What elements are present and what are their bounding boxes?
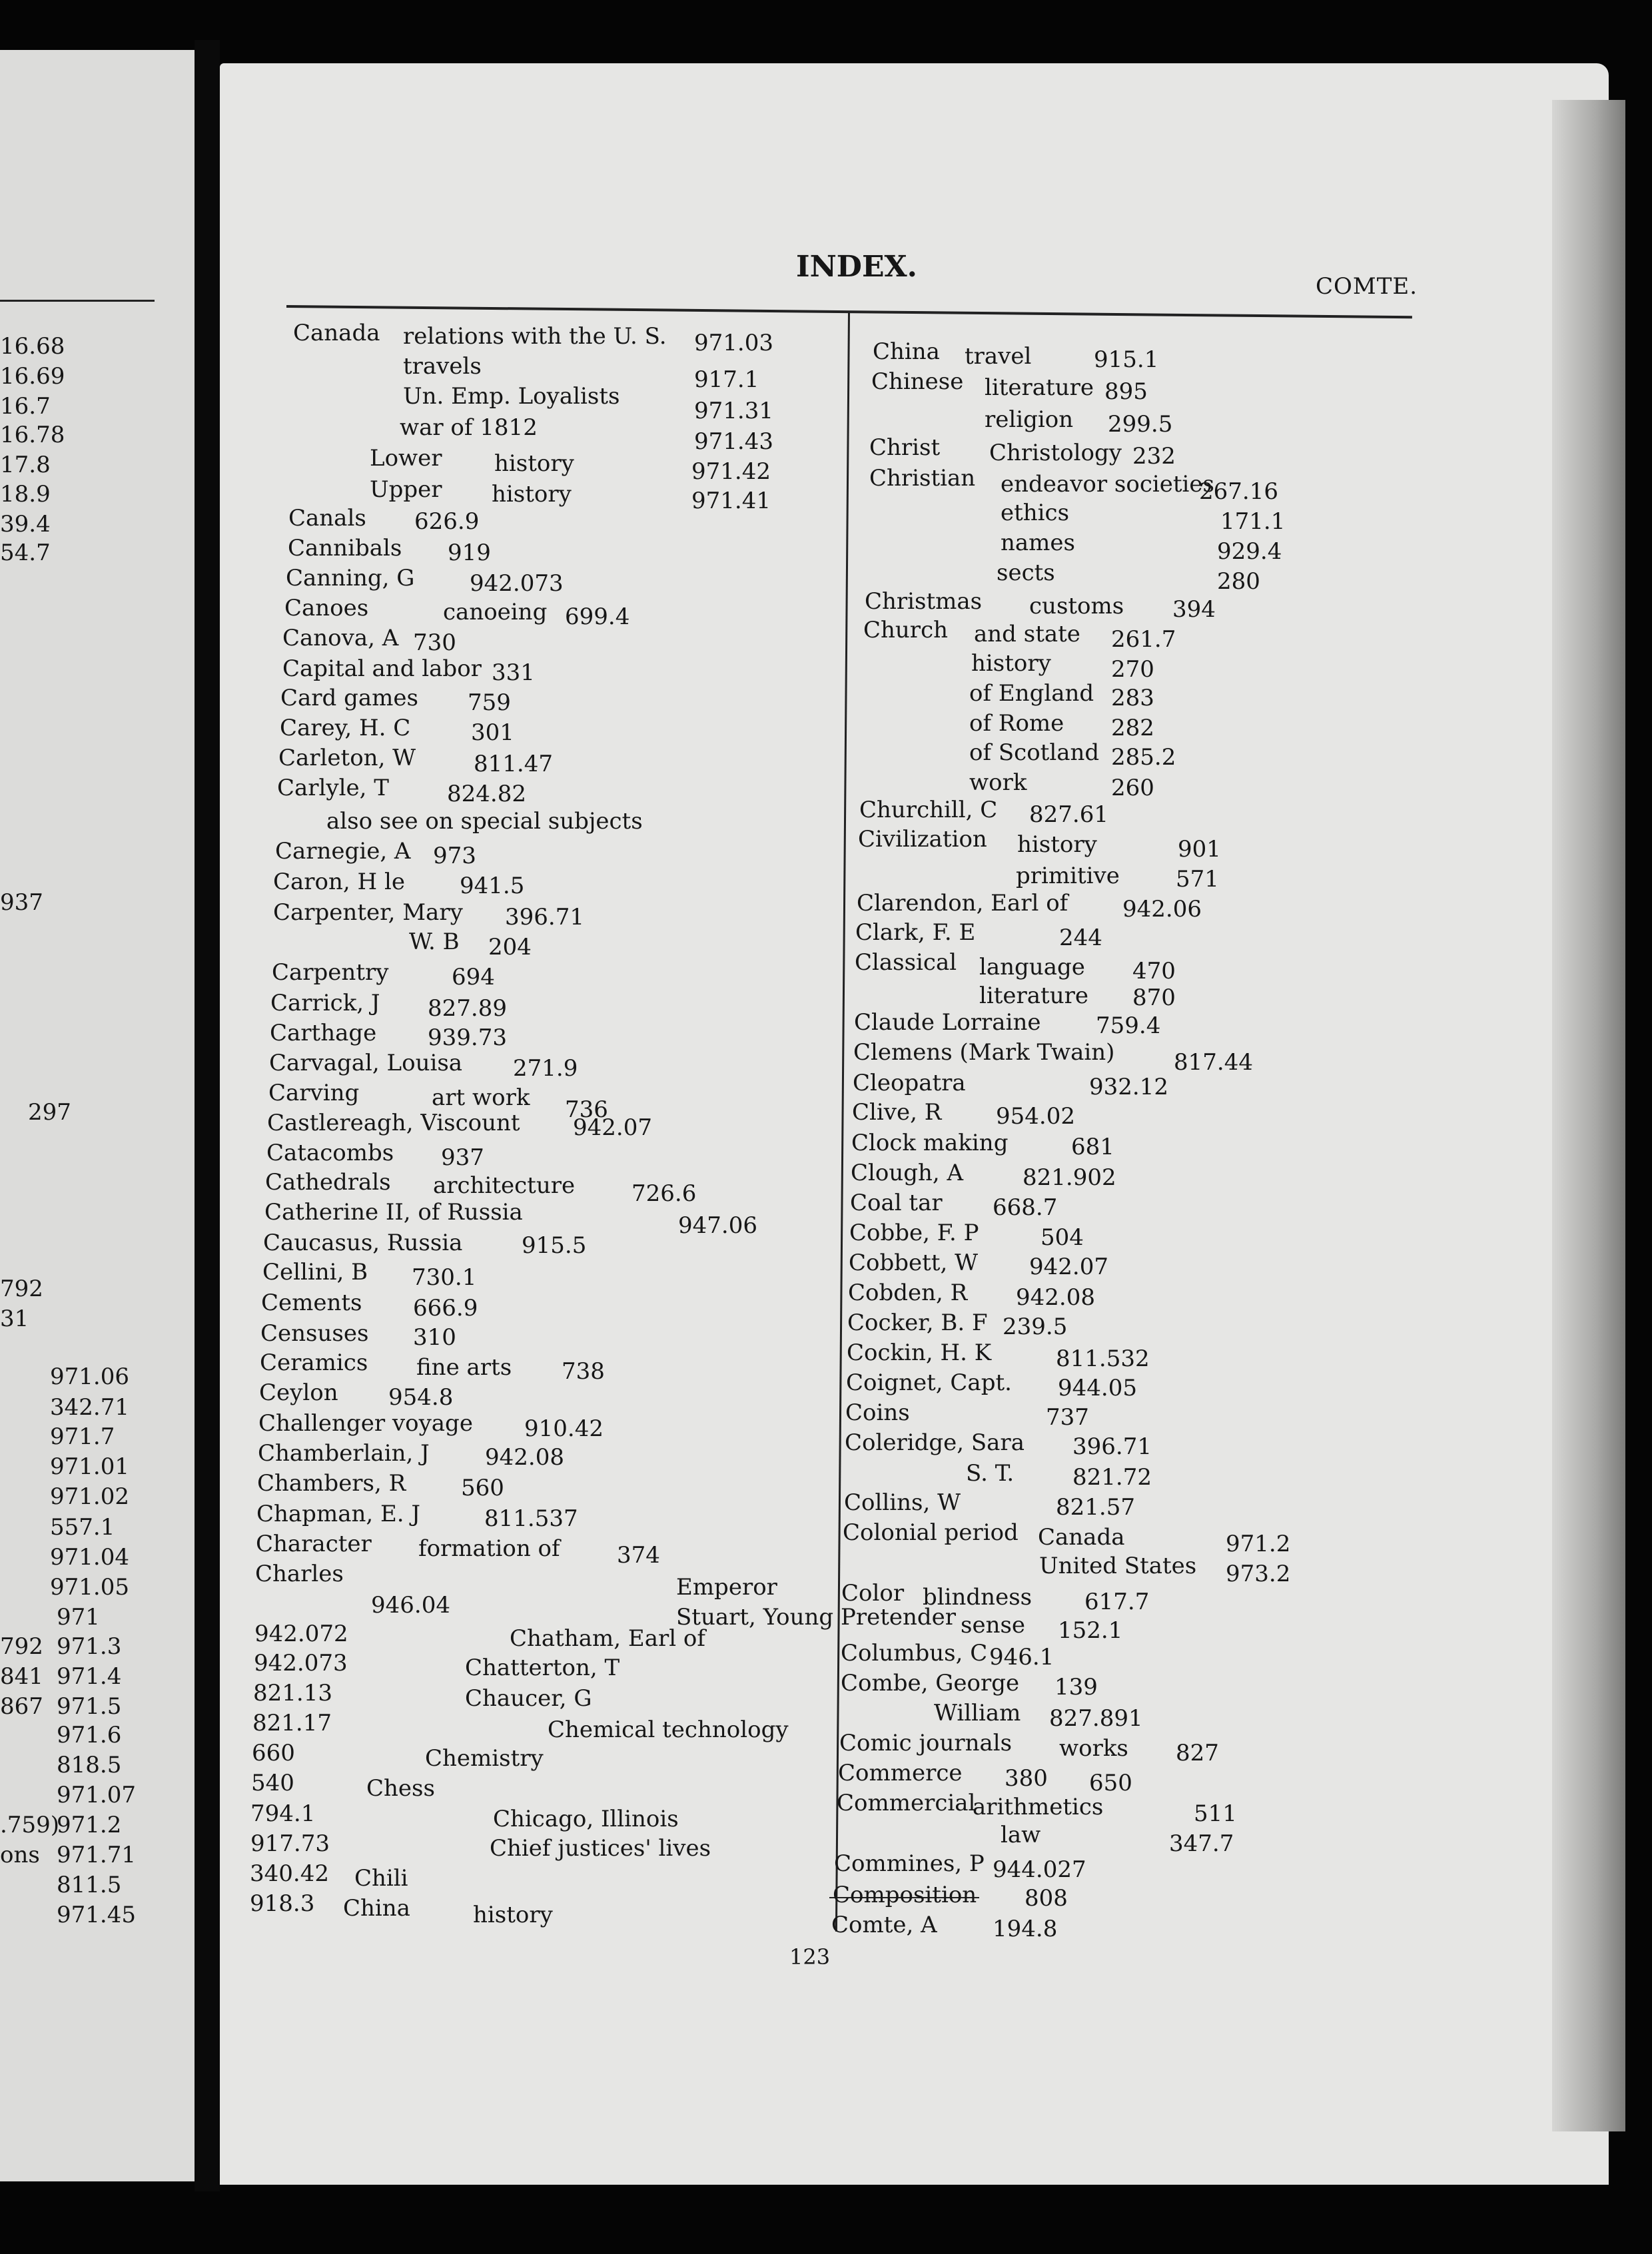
col1-text: Carnegie, A — [275, 838, 411, 865]
left-fragment: 841 — [0, 1663, 43, 1690]
col2-text: Colonial period — [843, 1519, 1019, 1546]
left-fragment: 792 — [0, 1276, 43, 1302]
col1-text: 694 — [452, 964, 495, 990]
col2-text: Coins — [845, 1399, 910, 1426]
col1-text: 301 — [471, 719, 514, 746]
col2-text: sects — [997, 560, 1055, 586]
col2-text: Canada — [1038, 1524, 1125, 1551]
left-fragment: 39.4 — [0, 511, 51, 538]
col2-text: customs — [1029, 593, 1124, 619]
index-title: INDEX. — [796, 250, 917, 284]
col1-text: 971.41 — [691, 488, 771, 514]
col1-text: 910.42 — [524, 1415, 604, 1442]
col1-text: history — [494, 450, 574, 477]
left-fragment: 54.7 — [0, 540, 51, 566]
col1-text: Chapman, E. J — [256, 1501, 421, 1527]
col2-text: law — [1001, 1822, 1041, 1848]
col2-text: Coignet, Capt. — [846, 1369, 1012, 1396]
col2-text: ethics — [1001, 500, 1070, 526]
col2-text: 971.2 — [1226, 1531, 1291, 1557]
col2-text: 932.12 — [1089, 1074, 1168, 1100]
col1-text: 560 — [461, 1475, 504, 1501]
col1-text: Un. Emp. Loyalists — [403, 383, 620, 410]
col2-text: 817.44 — [1174, 1049, 1253, 1076]
col1-text: fine arts — [416, 1354, 512, 1381]
col2-text: Collins, W — [844, 1489, 961, 1516]
col2-text: Commercial — [837, 1790, 976, 1816]
col1-text: 917.1 — [694, 366, 759, 393]
left-fragment: 16.68 — [0, 333, 65, 360]
col2-text: Cleopatra — [853, 1070, 966, 1096]
col1-text: 204 — [488, 934, 532, 960]
col2-text: 827 — [1176, 1740, 1219, 1766]
col2-text: literature — [985, 374, 1094, 401]
col2-text: 283 — [1111, 685, 1154, 711]
col1-text: 396.71 — [505, 904, 584, 931]
col1-text: also see on special subjects — [326, 808, 643, 835]
col1-text: 971.43 — [694, 428, 773, 455]
col2-text: Christ — [869, 434, 941, 461]
left-fragment: 971.06 — [50, 1363, 129, 1390]
col2-text: religion — [985, 406, 1074, 433]
col1-text: Chamberlain, J — [258, 1440, 430, 1467]
running-head: COMTE. — [1316, 273, 1418, 300]
col1-text: 942.072 — [254, 1621, 348, 1647]
left-fragment: 971.02 — [50, 1483, 129, 1510]
left-fragment: 971.71 — [57, 1842, 136, 1868]
col1-text: Catherine II, of Russia — [264, 1199, 523, 1226]
col2-text: sense — [961, 1612, 1026, 1639]
col2-text: travel — [965, 343, 1032, 370]
left-fragment: 971.3 — [57, 1633, 122, 1660]
col2-text: literature — [979, 982, 1088, 1009]
left-fragment: 17.8 — [0, 452, 51, 478]
left-fragment: 16.7 — [0, 393, 51, 420]
left-fragment: 811.5 — [57, 1872, 122, 1898]
col1-text: 941.5 — [460, 873, 525, 899]
col1-text: 699.4 — [565, 603, 630, 630]
col1-text: 971.31 — [694, 398, 773, 424]
col1-text: Carlyle, T — [277, 775, 389, 801]
left-fragment: 971.05 — [50, 1574, 129, 1601]
col2-text: Clarendon, Earl of — [857, 890, 1068, 917]
col2-text: 944.027 — [993, 1856, 1086, 1883]
col2-text: Christology — [989, 440, 1122, 466]
left-fragment: 971.01 — [50, 1453, 129, 1480]
col2-text: 915.1 — [1094, 346, 1159, 373]
col2-text: works — [1059, 1735, 1128, 1762]
left-fragment: .759) — [0, 1812, 59, 1838]
col1-text: 939.73 — [428, 1024, 507, 1051]
col1-text: Character — [256, 1531, 372, 1557]
left-fragment: 971.07 — [57, 1782, 136, 1808]
col1-text: 660 — [252, 1740, 295, 1766]
col2-text: 737 — [1046, 1404, 1089, 1431]
left-fragment: 971.4 — [57, 1663, 122, 1690]
col1-text: 942.073 — [470, 570, 564, 597]
col2-text: 280 — [1217, 568, 1260, 595]
left-fragment: 818.5 — [57, 1752, 122, 1778]
col1-text: 915.5 — [522, 1232, 587, 1259]
col1-text: canoeing — [443, 599, 548, 625]
col1-text: 331 — [492, 659, 535, 686]
col2-text: primitive — [1016, 863, 1120, 889]
left-fragment: 792 — [0, 1633, 43, 1660]
col1-text: Chaucer, G — [465, 1685, 592, 1712]
col1-text: art work — [432, 1084, 530, 1111]
col2-text: Clough, A — [851, 1160, 964, 1186]
col1-text: 794.1 — [250, 1800, 316, 1827]
col2-text: 285.2 — [1111, 744, 1176, 771]
col1-text: 821.17 — [252, 1710, 332, 1736]
col1-text: 918.3 — [250, 1890, 315, 1917]
col2-text: 267.16 — [1199, 478, 1278, 505]
col1-text: Carey, H. C — [280, 715, 411, 741]
col2-text: 827.61 — [1029, 801, 1108, 828]
col1-text: history — [473, 1902, 553, 1928]
col1-text: 919 — [448, 540, 491, 566]
col1-text: Cements — [261, 1290, 362, 1316]
col1-text: 917.73 — [250, 1830, 330, 1857]
col2-text: 821.72 — [1072, 1464, 1152, 1491]
col1-text: Canning, G — [286, 565, 415, 591]
left-fragment: 971.04 — [50, 1544, 129, 1571]
col1-text: 738 — [562, 1358, 605, 1385]
col1-text: Ceylon — [259, 1379, 338, 1406]
col2-text: of Rome — [969, 710, 1064, 737]
left-fragment: 297 — [28, 1099, 71, 1126]
col1-text: Carpentry — [272, 959, 389, 986]
col2-text: 759.4 — [1096, 1012, 1161, 1039]
left-fragment: 342.71 — [50, 1394, 129, 1421]
col1-text: 540 — [251, 1770, 294, 1796]
col1-text: 730.1 — [412, 1264, 477, 1291]
col1-text: Lower — [370, 445, 442, 472]
col1-text: 946.04 — [371, 1592, 450, 1619]
col1-text: Censuses — [260, 1320, 369, 1347]
col2-text: 681 — [1071, 1134, 1114, 1160]
left-fragment: 867 — [0, 1693, 43, 1720]
col2-text: 299.5 — [1108, 411, 1173, 438]
col2-text: names — [1001, 530, 1075, 556]
col2-text: Claude Lorraine — [854, 1009, 1041, 1036]
col1-text: Canoes — [284, 595, 369, 621]
col1-text: Carpenter, Mary — [273, 899, 463, 926]
col2-text: Churchill, C — [859, 797, 998, 823]
col1-text: 626.9 — [414, 508, 480, 535]
left-fragment: 971.6 — [57, 1722, 122, 1748]
col1-text: Ceramics — [260, 1349, 368, 1376]
col1-text: Caron, H le — [273, 869, 405, 895]
col2-text: arithmetics — [973, 1794, 1104, 1820]
col1-text: Upper — [370, 476, 442, 503]
left-fragment: 971.45 — [57, 1902, 136, 1928]
col2-text: 270 — [1111, 656, 1154, 683]
col1-text: 942.08 — [485, 1444, 564, 1471]
col2-text: 232 — [1132, 443, 1176, 470]
col1-text: 937 — [441, 1144, 484, 1171]
col2-text: Coal tar — [850, 1190, 943, 1216]
col1-text: Charles — [255, 1561, 344, 1587]
col1-text: 736 — [565, 1096, 608, 1123]
col1-text: Chatham, Earl of — [510, 1625, 705, 1652]
col2-text: 244 — [1059, 925, 1102, 951]
col1-text: Stuart, Young Pretender — [676, 1604, 957, 1631]
col2-text: endeavor societies — [1001, 471, 1214, 498]
col1-text: 759 — [468, 689, 511, 716]
col1-text: war of 1812 — [400, 414, 538, 441]
col2-text: Christian — [869, 465, 976, 492]
col2-text: Composition — [833, 1882, 977, 1908]
col2-text: William — [934, 1700, 1021, 1726]
col2-text: 901 — [1178, 836, 1221, 863]
left-fragment: 937 — [0, 889, 43, 916]
col2-text: history — [1017, 831, 1097, 858]
col1-text: 971.42 — [691, 458, 771, 485]
col2-text: China — [873, 338, 940, 365]
left-fragment: ons — [0, 1842, 40, 1868]
col2-text: Columbus, C — [841, 1640, 988, 1667]
col2-text: 380 — [1005, 1765, 1048, 1792]
col1-text: 824.82 — [447, 781, 526, 807]
left-page-rule — [0, 300, 155, 302]
col2-text: 511 — [1194, 1800, 1237, 1827]
col1-text: history — [492, 481, 572, 508]
col1-text: 973 — [433, 843, 476, 869]
col1-text: 827.89 — [428, 995, 507, 1022]
col1-text: Carrick, J — [270, 990, 380, 1016]
col1-text: 310 — [413, 1324, 456, 1351]
col1-text: travels — [403, 353, 482, 380]
left-fragment: 971.2 — [57, 1812, 122, 1838]
col1-text: Carthage — [270, 1020, 377, 1046]
col1-text: 271.9 — [513, 1055, 578, 1082]
col1-text: Cannibals — [288, 535, 402, 562]
col1-text: 942.07 — [573, 1114, 652, 1141]
col2-text: Clemens (Mark Twain) — [853, 1039, 1115, 1066]
col2-text: Classical — [855, 949, 957, 976]
col1-text: Carving — [268, 1080, 360, 1106]
col2-text: history — [971, 650, 1051, 677]
col2-text: 650 — [1089, 1770, 1132, 1796]
col2-text: United States — [1039, 1553, 1197, 1579]
col2-text: Commines, P — [834, 1850, 985, 1877]
col2-text: Church — [863, 617, 949, 643]
col1-text: 666.9 — [413, 1295, 478, 1321]
left-fragment: 971.5 — [57, 1693, 122, 1720]
col2-text: 870 — [1132, 984, 1176, 1011]
col2-text: work — [969, 769, 1027, 796]
col2-text: Comte, A — [831, 1912, 937, 1938]
col2-text: Cobden, R — [848, 1280, 968, 1306]
col1-text: Castlereagh, Viscount — [267, 1110, 520, 1136]
col2-text: Civilization — [858, 826, 987, 853]
col1-text: Chess — [366, 1775, 435, 1802]
col2-text: 617.7 — [1084, 1589, 1150, 1615]
col2-text: 821.57 — [1056, 1494, 1135, 1521]
col1-text: 942.073 — [254, 1650, 348, 1677]
col2-text: 171.1 — [1220, 508, 1286, 535]
col2-text: 929.4 — [1217, 538, 1282, 565]
col2-text: 973.2 — [1226, 1561, 1291, 1587]
left-fragment: 16.69 — [0, 363, 65, 390]
col1-text: architecture — [433, 1172, 576, 1199]
col2-text: of England — [969, 680, 1094, 707]
col2-text: language — [979, 954, 1085, 980]
col2-text: S. T. — [966, 1460, 1015, 1487]
col1-text: Chatterton, T — [465, 1655, 620, 1681]
col2-text: 282 — [1111, 715, 1154, 741]
col1-text: 726.6 — [631, 1180, 697, 1207]
col2-text: 394 — [1172, 596, 1216, 623]
page-number: 123 — [789, 1944, 831, 1970]
col1-text: Challenger voyage — [258, 1410, 473, 1437]
col1-text: Chambers, R — [257, 1470, 406, 1497]
col2-text: Cobbett, W — [849, 1250, 979, 1276]
col1-text: Catacombs — [266, 1140, 394, 1166]
left-fragment: 18.9 — [0, 481, 51, 508]
col1-text: Chief justices' lives — [490, 1835, 711, 1862]
col2-text: 260 — [1111, 775, 1154, 801]
col1-text: W. B — [409, 929, 460, 955]
col2-text: Combe, George — [841, 1670, 1020, 1696]
col2-text: 470 — [1132, 958, 1176, 984]
col2-text: 668.7 — [993, 1194, 1058, 1221]
col1-text: China — [343, 1895, 410, 1922]
col1-text: Chemical technology — [548, 1716, 789, 1743]
col1-text: Cathedrals — [265, 1169, 391, 1196]
col1-text: Carvagal, Louisa — [269, 1050, 463, 1076]
col2-text: blindness — [923, 1584, 1032, 1611]
col1-text: Caucasus, Russia — [263, 1230, 463, 1256]
col2-text: 139 — [1054, 1674, 1098, 1700]
col2-text: Cobbe, F. P — [849, 1220, 979, 1246]
left-fragment: 971 — [57, 1604, 100, 1631]
col2-text: Clark, F. E — [855, 919, 976, 946]
col2-text: Color — [841, 1580, 905, 1607]
col2-text: 396.71 — [1072, 1433, 1152, 1460]
col2-text: and state — [974, 621, 1080, 647]
col2-text: 808 — [1025, 1885, 1068, 1912]
col2-text: 821.902 — [1023, 1164, 1116, 1191]
col1-text: Canada — [293, 320, 380, 346]
col1-text: Cellini, B — [262, 1259, 368, 1286]
col2-text: 942.06 — [1122, 896, 1202, 923]
col1-text: Emperor — [676, 1574, 777, 1601]
col2-text: 194.8 — [993, 1916, 1058, 1942]
col2-text: 504 — [1040, 1224, 1084, 1251]
col2-text: 827.891 — [1049, 1705, 1143, 1732]
col1-text: 821.13 — [253, 1680, 332, 1706]
left-fragment: 16.78 — [0, 422, 65, 448]
col2-text: Clock making — [851, 1130, 1009, 1156]
col1-text: Chili — [354, 1865, 408, 1892]
col1-text: 954.8 — [388, 1384, 454, 1411]
col1-text: Chicago, Illinois — [493, 1806, 679, 1832]
col2-text: 895 — [1104, 378, 1148, 405]
col2-text: 152.1 — [1058, 1617, 1123, 1644]
col1-text: 374 — [617, 1542, 660, 1569]
left-fragment: 557.1 — [50, 1514, 115, 1541]
col2-text: Chinese — [871, 368, 964, 395]
left-fragment: 31 — [0, 1306, 29, 1332]
col2-text: 239.5 — [1003, 1314, 1068, 1340]
col2-text: Coleridge, Sara — [845, 1429, 1025, 1456]
col1-text: Chemistry — [425, 1745, 544, 1772]
col1-text: Carleton, W — [278, 745, 416, 771]
left-fragment: 971.7 — [50, 1423, 115, 1450]
col2-text: 954.02 — [996, 1103, 1075, 1130]
col1-text: Canova, A — [282, 625, 399, 651]
col2-text: Clive, R — [852, 1099, 942, 1126]
col2-text: Commerce — [838, 1760, 963, 1786]
col1-text: 971.03 — [694, 330, 773, 356]
col1-text: 811.47 — [474, 751, 553, 777]
col1-text: 811.537 — [484, 1505, 578, 1532]
col1-text: Capital and labor — [282, 655, 482, 682]
col1-text: Card games — [280, 685, 418, 711]
col2-text: 347.7 — [1169, 1830, 1234, 1857]
col1-text: 730 — [413, 629, 456, 656]
col2-text: 571 — [1176, 866, 1219, 893]
col1-text: relations with the U. S. — [403, 323, 667, 350]
col1-text: Canals — [288, 505, 366, 532]
col2-text: of Scotland — [969, 739, 1100, 766]
page-edge — [1552, 100, 1625, 2131]
col2-text: 942.07 — [1029, 1254, 1108, 1280]
col2-text: 946.1 — [989, 1644, 1054, 1671]
col2-text: Christmas — [865, 588, 983, 615]
col2-text: 261.7 — [1111, 626, 1176, 653]
col1-text: 947.06 — [678, 1212, 757, 1239]
col2-text: Cocker, B. F — [847, 1310, 988, 1336]
col1-text: formation of — [418, 1535, 560, 1562]
col2-text: 942.08 — [1016, 1284, 1095, 1311]
col2-text: 944.05 — [1058, 1375, 1137, 1401]
col2-text: 811.532 — [1056, 1345, 1150, 1372]
col2-text: Comic journals — [839, 1730, 1013, 1756]
gutter-shadow — [195, 40, 220, 2191]
col2-text: Cockin, H. K — [847, 1339, 992, 1366]
col1-text: 340.42 — [250, 1860, 329, 1887]
